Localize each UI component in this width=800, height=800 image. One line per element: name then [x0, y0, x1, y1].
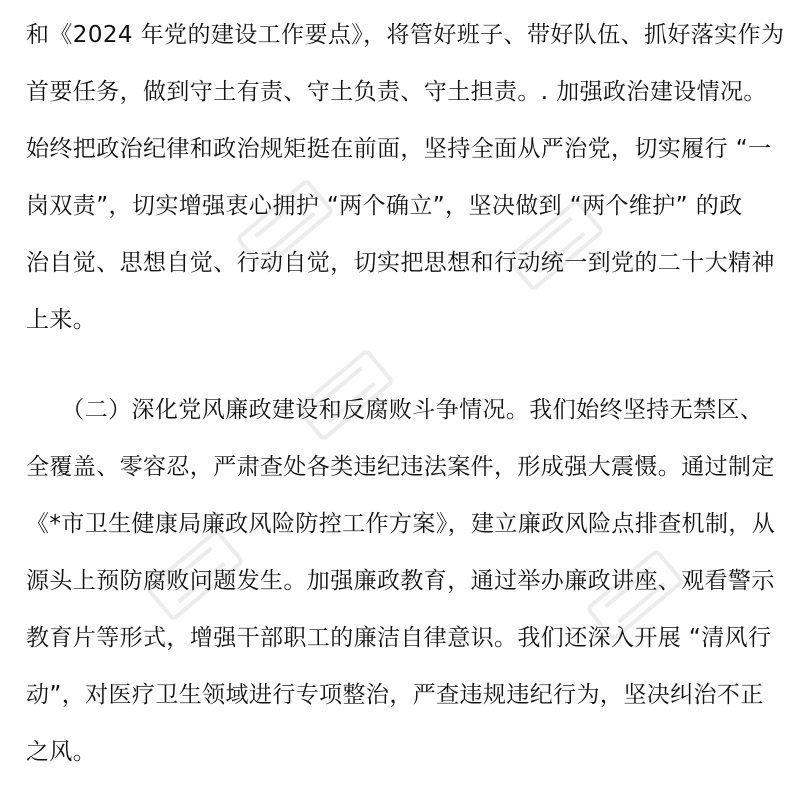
paragraph-1-line: 上来。 [26, 307, 97, 333]
paragraph-2-line: （二）深化党风廉政建设和反腐败斗争情况。我们始终坚持无禁区、 [26, 397, 764, 423]
paragraph-1-line: 始终把政治纪律和政治规矩挺在前面，坚持全面从严治党，切实履行 “一 [26, 136, 772, 162]
paragraph-1-line: 岗双责”，切实增强衷心拥护 “两个确立”，坚决做到 “两个维护” 的政 [26, 193, 743, 219]
paragraph-1-line: 和《2024 年党的建设工作要点》，将管好班子、带好队伍、抓好落实作为 [26, 22, 785, 48]
paragraph-2-line: 教育片等形式，增强干部职工的廉洁自律意识。我们还深入开展 “清风行 [26, 625, 772, 651]
paragraph-2-line: 之风。 [26, 739, 97, 765]
paragraph-2-line: 源头上预防腐败问题发生。加强廉政教育，通过举办廉政讲座、观看警示 [26, 568, 775, 594]
paragraph-1-line: 治自觉、思想自觉、行动自觉，切实把思想和行动统一到党的二十大精神 [26, 250, 775, 276]
paragraph-2-line: 《*市卫生健康局廉政风险防控工作方案》，建立廉政风险点排查机制，从 [26, 511, 776, 537]
paragraph-2-line: 全覆盖、零容忍，严肃查处各类违纪违法案件，形成强大震慑。通过制定 [26, 454, 775, 480]
paragraph-1-line: 首要任务，做到守土有责、守土负责、守土担责。. 加强政治建设情况。 [26, 79, 767, 105]
paragraph-2-line: 动”，对医疗卫生领域进行专项整治，严查违规违纪行为，坚决纠治不正 [26, 682, 764, 708]
